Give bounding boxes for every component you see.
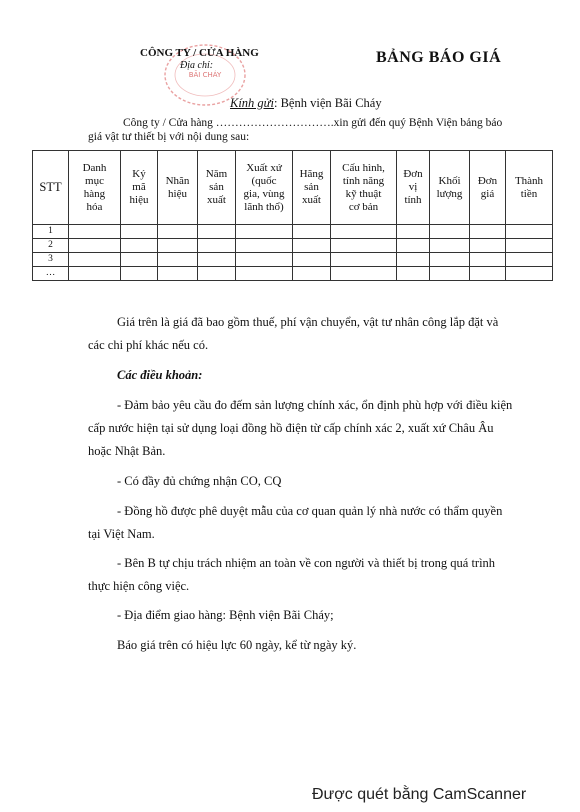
row-number: 3 bbox=[33, 253, 69, 267]
table-row bbox=[33, 239, 553, 253]
table-row bbox=[33, 225, 553, 239]
greeting-label: Kính gửi bbox=[230, 96, 274, 110]
term-1-line-2: cấp nước hiện tại sử dụng loại đồng hồ điện từ cấp chính xác 2, xuất xứ Châu Âu bbox=[88, 421, 494, 435]
greeting-recipient: : Bệnh viện Bãi Cháy bbox=[273, 96, 382, 110]
header-cell: Xuất xứ (quốc gia, vùng lãnh thổ) bbox=[236, 151, 293, 225]
price-note-line-1: Giá trên là giá đã bao gồm thuế, phí vận chuyển, vật tư nhân công lắp đặt và bbox=[117, 315, 499, 329]
table-row bbox=[33, 253, 553, 267]
price-note-line-2: các chi phí khác nếu có. bbox=[88, 338, 209, 352]
company-name: CÔNG TY / CỬA HÀNG bbox=[140, 47, 259, 59]
header-cell: Đơn vị tính bbox=[397, 151, 430, 225]
stamp-text: BÃI CHÁY bbox=[188, 71, 222, 79]
row-number: 1 bbox=[33, 225, 69, 239]
term-5: - Địa điểm giao hàng: Bệnh viện Bãi Cháy; bbox=[117, 608, 334, 622]
document-title: BẢNG BÁO GIÁ bbox=[376, 49, 502, 66]
term-1-line-3: hoặc Nhật Bản. bbox=[88, 444, 166, 458]
term-4-line-1: - Bên B tự chịu trách nhiệm an toàn về con người và thiết bị trong quá trình bbox=[117, 556, 496, 570]
quote-table bbox=[32, 150, 553, 281]
term-3-line-1: - Đồng hồ được phê duyệt mẫu của cơ quan quản lý nhà nước có thẩm quyền bbox=[117, 504, 503, 518]
term-1-line-1: - Đảm bảo yêu cầu đo đếm sản lượng chính xác, ổn định phù hợp với điều kiện bbox=[117, 398, 513, 412]
scanner-watermark: Được quét bằng CamScanner bbox=[312, 786, 527, 803]
header-cell: Ký mã hiệu bbox=[121, 151, 158, 225]
term-4-line-2: thực hiện công việc. bbox=[88, 579, 190, 593]
header-cell: Cấu hình, tính năng kỹ thuật cơ bản bbox=[331, 151, 397, 225]
terms-heading: Các điều khoản: bbox=[117, 368, 203, 382]
company-address: Địa chỉ: bbox=[180, 60, 214, 71]
table-row bbox=[33, 267, 553, 281]
header-cell: Thành tiền bbox=[506, 151, 553, 225]
row-number: … bbox=[33, 267, 69, 281]
header-cell: Hãng sản xuất bbox=[293, 151, 331, 225]
intro-line-2: giá vật tư thiết bị với nội dung sau: bbox=[88, 131, 250, 143]
greeting bbox=[230, 96, 382, 111]
header-cell: Nhãn hiệu bbox=[158, 151, 198, 225]
header-cell: STT bbox=[33, 151, 69, 225]
intro-line-1: Công ty / Cửa hàng ………………………….xin gửi đến quý Bệnh Viện bảng báo bbox=[123, 117, 503, 129]
term-2: - Có đầy đủ chứng nhận CO, CQ bbox=[117, 474, 282, 488]
row-number: 2 bbox=[33, 239, 69, 253]
header-cell: Năm sản xuất bbox=[198, 151, 236, 225]
validity-note: Báo giá trên có hiệu lực 60 ngày, kể từ ngày ký. bbox=[117, 638, 357, 652]
header-cell: Danh mục hàng hóa bbox=[69, 151, 121, 225]
header-cell: Đơn giá bbox=[470, 151, 506, 225]
table-header-row bbox=[33, 151, 553, 225]
term-3-line-2: tại Việt Nam. bbox=[88, 527, 155, 541]
header-cell: Khối lượng bbox=[430, 151, 470, 225]
